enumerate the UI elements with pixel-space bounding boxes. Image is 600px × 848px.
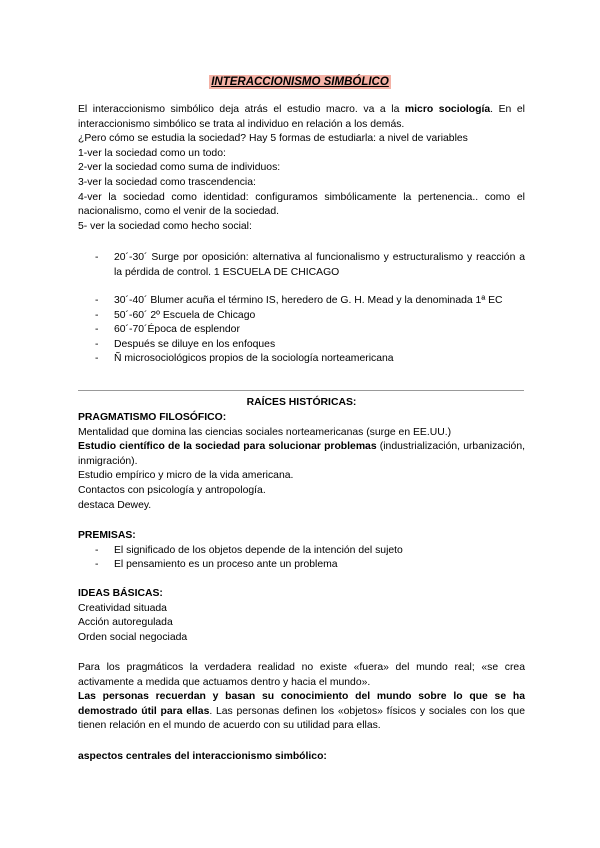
timeline-item-3: - 50´-60´ 2º Escuela de Chicago <box>78 309 525 324</box>
way-2: 2-ver la sociedad como suma de individuos: <box>78 162 281 174</box>
timeline-item-1: - 20´-30´ Surge por oposición: alternativa al funcionalismo y estructuralismo y reacción a la pérdida de control. 1 ESCUELA DE CHICAGO <box>78 251 525 280</box>
timeline-rest <box>78 294 525 367</box>
aspects-block <box>78 750 525 765</box>
idea-2: Acción autoregulada <box>78 617 173 629</box>
timeline-item-4: - 60´-70´Época de esplendor <box>78 323 525 338</box>
way-3: 3-ver la sociedad como trascendencia: <box>78 176 256 188</box>
closing-paragraph-2 <box>78 690 525 734</box>
section-divider <box>78 390 524 391</box>
idea-1: Creatividad situada <box>78 602 167 614</box>
roots-block <box>78 396 525 411</box>
pragmatism-line-3: Estudio empírico y micro de la vida americana. <box>78 470 294 482</box>
timeline-item-2: - 30´-40´ Blumer acuña el término IS, heredero de G. H. Mead y la denominada 1ª EC <box>78 294 525 309</box>
intro-paragraph <box>78 103 525 132</box>
intro-bold-term: micro sociología <box>404 104 491 115</box>
way-1: 1-ver la sociedad como un todo: <box>78 147 226 159</box>
pragmatism-block <box>78 411 525 513</box>
premise-1: - El significado de los objetos depende de la intención del sujeto <box>78 544 525 559</box>
closing-rest: . Las personas definen los «objetos» físicos y sociales con los que tienen relación en el mundo de acuerdo con su utilidad para ellas. <box>78 705 525 732</box>
premises-block <box>78 529 525 573</box>
pragmatism-bold: Estudio científico de la sociedad para solucionar problemas <box>78 441 377 453</box>
page-title: INTERACCIONISMO SIMBÓLICO <box>211 76 389 88</box>
pragmatism-line-2-rest: (industrialización, urbanización, inmigración). <box>78 441 525 467</box>
intro-text-b: . En el interaccionismo simbólico se trata al individuo en relación a los demás. <box>78 104 525 130</box>
intro-question: ¿Pero cómo se estudia la sociedad? Hay 5 formas de estudiarla: a nivel de variables <box>78 133 468 145</box>
ideas-block <box>78 587 525 645</box>
closing-bold: Las personas recuerdan y basan su conocimiento del mundo sobre lo que se ha demostrado útil para ellas <box>78 691 525 717</box>
title-wrap <box>0 72 600 90</box>
aspects-heading: aspectos centrales del interaccionismo simbólico: <box>78 751 327 762</box>
roots-heading: RAÍCES HISTÓRICAS: <box>246 397 357 408</box>
pragmatism-line-2 <box>78 440 525 469</box>
timeline-item-5: - Después se diluye en los enfoques <box>78 338 525 353</box>
ideas-heading: IDEAS BÁSICAS: <box>78 588 163 599</box>
way-4: 4-ver la sociedad como identidad: configuramos simbólicamente la pertenencia.. como el nacionalismo, como el venir de la sociedad. <box>78 191 525 218</box>
pragmatism-line-1: Mentalidad que domina las ciencias sociales norteamericanas (surge en EE.UU.) <box>78 426 452 438</box>
pragmatism-heading: PRAGMATISMO FILOSÓFICO: <box>78 412 227 423</box>
closing-paragraph-1: Para los pragmáticos la verdadera realidad no existe «fuera» del mundo real; «se crea activamente a medida que actuamos dentro y hacia el mundo». <box>78 662 525 688</box>
premise-2: - El pensamiento es un proceso ante un problema <box>78 558 525 573</box>
intro-block <box>78 103 525 234</box>
way-5: 5- ver la sociedad como hecho social: <box>78 220 252 232</box>
intro-text-a: El interaccionismo simbólico deja atrás el estudio macro. va a la <box>78 104 405 115</box>
timeline-item-6: - Ñ microsociológicos propios de la sociología norteamericana <box>78 352 525 367</box>
premises-heading: PREMISAS: <box>78 530 136 541</box>
idea-3: Orden social negociada <box>78 631 188 643</box>
pragmatism-line-4: Contactos con psicología y antropología. <box>78 484 266 496</box>
timeline-first <box>78 251 525 280</box>
closing-block <box>78 661 525 734</box>
pragmatism-line-5: destaca Dewey. <box>78 499 152 511</box>
